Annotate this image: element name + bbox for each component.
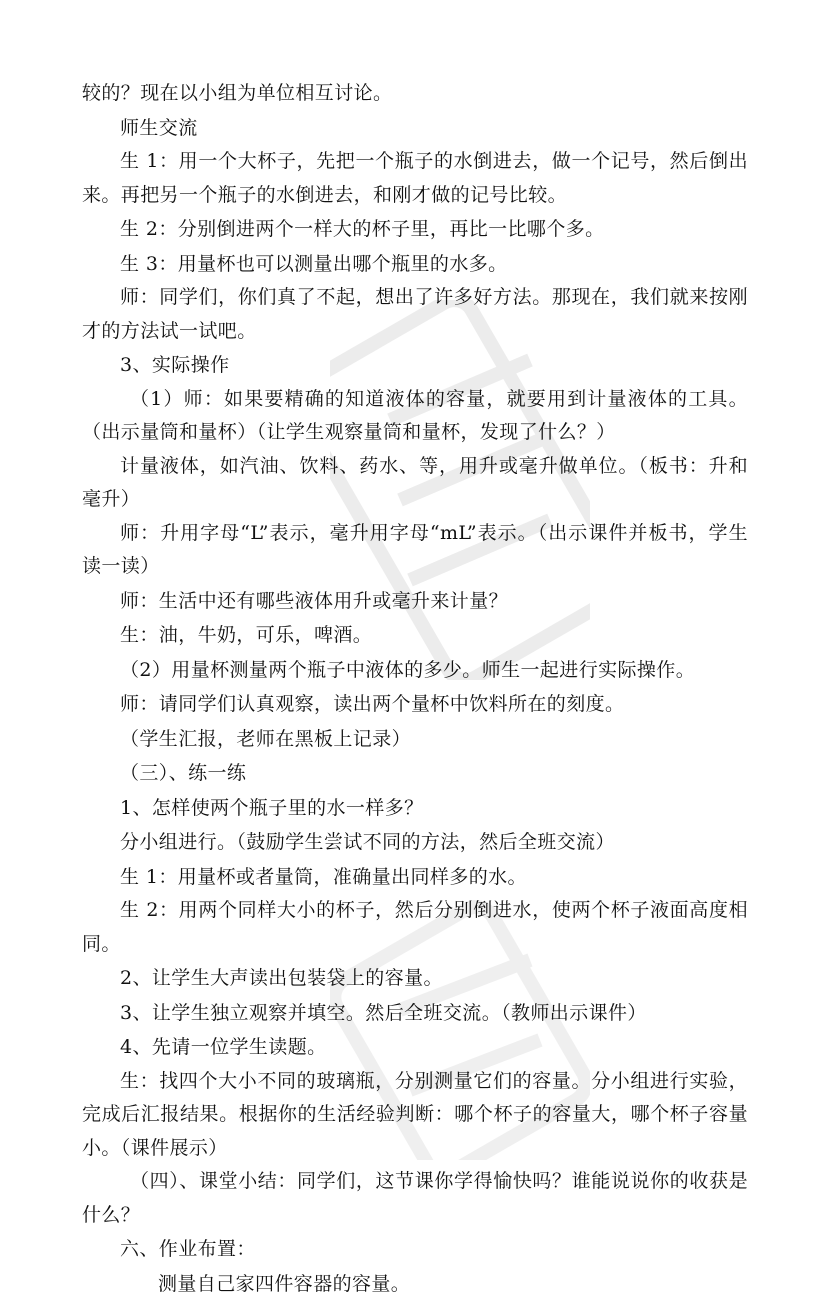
paragraph: （1）师：如果要精确的知道液体的容量，就要用到计量液体的工具。（出示量筒和量杯）（让学生观察量筒和量杯，发现了什么？） <box>82 383 748 450</box>
paragraph: （四）、课堂小结：同学们，这节课你学得愉快吗？谁能说说你的收获是什么？ <box>82 1165 748 1232</box>
paragraph: 2、让学生大声读出包装袋上的容量。 <box>82 961 748 996</box>
paragraph: 较的？现在以小组为单位相互讨论。 <box>82 76 748 111</box>
section-label: 师生交流 <box>82 111 748 146</box>
paragraph: 1、怎样使两个瓶子里的水一样多？ <box>82 791 748 826</box>
paragraph: 分小组进行。（鼓励学生尝试不同的方法，然后全班交流） <box>82 825 748 860</box>
paragraph: 生：油，牛奶，可乐，啤酒。 <box>82 618 748 653</box>
paragraph: 生 3：用量杯也可以测量出哪个瓶里的水多。 <box>82 247 748 282</box>
paragraph: 生：找四个大小不同的玻璃瓶，分别测量它们的容量。分小组进行实验，完成后汇报结果。根据你的生活经验判断：哪个杯子的容量大，哪个杯子容量小。（课件展示） <box>82 1065 748 1166</box>
paragraph: 测量自己家四件容器的容量。 <box>82 1267 748 1301</box>
paragraph: （2）用量杯测量两个瓶子中液体的多少。师生一起进行实际操作。 <box>82 653 748 688</box>
paragraph: 师：同学们，你们真了不起，想出了许多好方法。那现在，我们就来按刚才的方法试一试吧。 <box>82 281 748 348</box>
paragraph: 计量液体，如汽油、饮料、药水、等，用升或毫升做单位。（板书：升和毫升） <box>82 450 748 517</box>
document-body <box>82 76 748 1301</box>
section-heading: 3、实际操作 <box>82 348 748 383</box>
paragraph: 师：升用字母“L”表示，毫升用字母“mL”表示。（出示课件并板书，学生读一读） <box>82 517 748 584</box>
paragraph: 生 2：分别倒进两个一样大的杯子里，再比一比哪个多。 <box>82 212 748 247</box>
paragraph: 4、先请一位学生读题。 <box>82 1030 748 1065</box>
paragraph: 师：生活中还有哪些液体用升或毫升来计量？ <box>82 584 748 619</box>
paragraph: 生 2：用两个同样大小的杯子，然后分别倒进水，使两个杯子液面高度相同。 <box>82 894 748 961</box>
paragraph: 3、让学生独立观察并填空。然后全班交流。（教师出示课件） <box>82 996 748 1031</box>
paragraph: 生 1：用一个大杯子，先把一个瓶子的水倒进去，做一个记号，然后倒出来。再把另一个瓶子的水倒进去，和刚才做的记号比较。 <box>82 145 748 212</box>
paragraph: 师：请同学们认真观察，读出两个量杯中饮料所在的刻度。 <box>82 687 748 722</box>
paragraph: （学生汇报，老师在黑板上记录） <box>82 722 748 757</box>
paragraph: 生 1：用量杯或者量筒，准确量出同样多的水。 <box>82 860 748 895</box>
section-heading: 六、作业布置： <box>82 1232 748 1267</box>
section-heading: （三）、练一练 <box>82 756 748 791</box>
